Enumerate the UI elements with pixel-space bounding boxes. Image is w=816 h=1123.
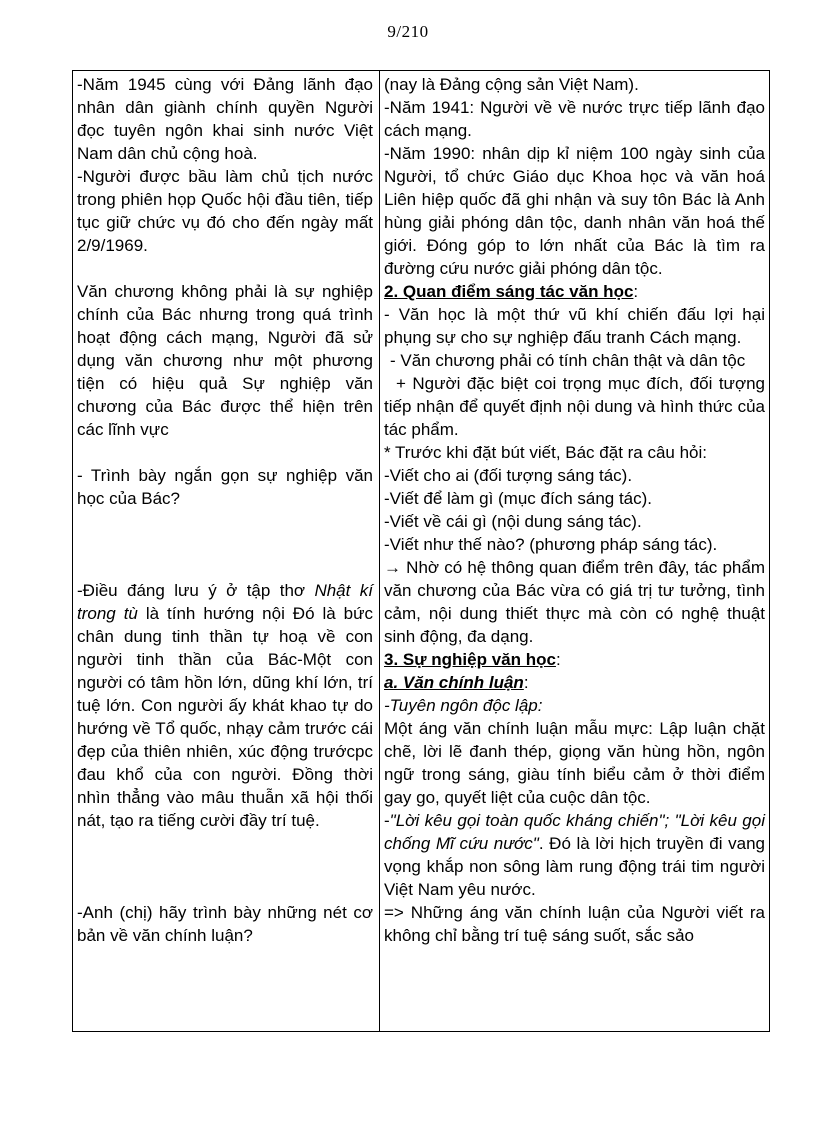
appeal-titles: "Lời kêu gọi toàn quốc kháng chiến"; "Lời kêu gọi chống Mĩ cứu nước": [384, 811, 765, 853]
right-line-who: -Viết cho ai (đối tượng sáng tác).: [384, 466, 633, 485]
right-line-how: -Viết như thế nào? (phương pháp sáng tác).: [384, 535, 718, 554]
right-paragraph-purpose: + Người đặc biệt coi trọng mục đích, đối tượng tiếp nhận để quyết định nội dung và hình thức của tác phẩm.: [384, 374, 765, 439]
book-title: Nhật kí trong tù: [77, 581, 373, 623]
left-paragraph-1945: -Năm 1945 cùng với Đảng lãnh đạo nhân dân giành chính quyền Người đọc tuyên ngôn khai sinh nước Việt Nam dân chủ cộng hoà.: [77, 75, 373, 163]
right-paragraph-weapon: - Văn học là một thứ vũ khí chiến đấu lợi hại phụng sự cho sự nghiệp đấu tranh Cách mạng.: [384, 305, 765, 347]
left-paragraph-prison-diary: -Điều đáng lưu ý ở tập thơ Nhật kí trong tù là tính hướng nội Đó là bức chân dung tinh thần tự hoạ về con người tinh thần của Bác-Một con người có tâm hồn lớn, dũng khí lớn, trí tuệ lớn. Con người ấy khát khao tự do hướng về Tổ quốc, nhạy cảm trước cái đẹp của thiên nhiên, xúc động trướcpc đau khổ của con người. Đồng thời nhìn thẳng vào mâu thuẫn xã hội thối nát, tạo ra tiếng cười đầy trí tuệ.: [77, 581, 374, 830]
right-paragraph-1941: -Năm 1941: Người về về nước trực tiếp lãnh đạo cách mạng.: [384, 98, 765, 140]
right-line-why: -Viết để làm gì (mục đích sáng tác).: [384, 489, 653, 508]
section-heading-3: 3. Sự nghiệp văn học:: [384, 650, 561, 669]
left-paragraph-president: -Người được bầu làm chủ tịch nước trong phiên họp Quốc hội đầu tiên, tiếp tục giữ chức vụ đó cho đến ngày mất 2/9/1969.: [77, 167, 373, 255]
right-paragraph-1990: -Năm 1990: nhân dịp kỉ niệm 100 ngày sinh của Người, tổ chức Giáo dục Khoa học và văn hoá Liên hiệp quốc đã ghi nhận và suy tôn Bác là Anh hùng giải phóng dân tộc, danh nhân văn hoá thế giới. Đóng góp to lớn nhất của Bác là tìm ra đường cứu nước giải phóng dân tộc.: [384, 144, 765, 278]
right-line-party: (nay là Đảng cộng sản Việt Nam).: [384, 75, 639, 94]
left-question-political-essay: -Anh (chị) hãy trình bày những nét cơ bản về văn chính luận?: [77, 903, 373, 945]
column-divider: [379, 71, 380, 1031]
right-column: [384, 73, 765, 947]
subsection-heading-a: a. Văn chính luận:: [384, 673, 529, 692]
left-paragraph-literature: Văn chương không phải là sự nghiệp chính của Bác nhưng trong quá trình hoạt động cách mạng, Người đã sử dụng văn chương như một phương tiện có hiệu quả Sự nghiệp văn chương của Bác được thể hiện trên các lĩnh vực: [77, 282, 373, 439]
right-paragraph-truthful: - Văn chương phải có tính chân thật và dân tộc: [390, 351, 746, 370]
section-heading-2: 2. Quan điểm sáng tác văn học:: [384, 282, 639, 301]
right-paragraph-declaration: Một áng văn chính luận mẫu mực: Lập luận chặt chẽ, lời lẽ đanh thép, giọng văn hùng hồn, ngôn ngữ trong sáng, giàu tính biểu cảm ở thời điểm gay go, quyết liệt của cuộc dân tộc.: [384, 719, 765, 807]
content-table: [72, 70, 770, 1032]
right-paragraph-summary: => Những áng văn chính luận của Người viết ra không chỉ bằng trí tuệ sáng suốt, sắc sảo: [384, 903, 765, 945]
right-paragraph-appeals: -"Lời kêu gọi toàn quốc kháng chiến"; "Lời kêu gọi chống Mĩ cứu nước". Đó là lời hịch truyền đi vang vọng khắp non sông làm rung động trái tim người Việt Nam yêu nước.: [384, 811, 765, 899]
right-paragraph-conclusion: → Nhờ có hệ thông quan điểm trên đây, tác phẩm văn chương của Bác vừa có giá trị tư tưởng, tình cảm, nội dung thiết thực mà còn có nghệ thuật sinh động, đa dạng.: [384, 558, 765, 646]
right-line-declaration: -Tuyên ngôn độc lập:: [384, 696, 543, 715]
page-number: 9/210: [387, 22, 429, 41]
left-column: [77, 73, 373, 947]
right-line-what: -Viết về cái gì (nội dung sáng tác).: [384, 512, 642, 531]
left-question-career: - Trình bày ngắn gọn sự nghiệp văn học của Bác?: [77, 466, 373, 508]
right-line-questions: * Trước khi đặt bút viết, Bác đặt ra câu hỏi:: [384, 443, 708, 462]
